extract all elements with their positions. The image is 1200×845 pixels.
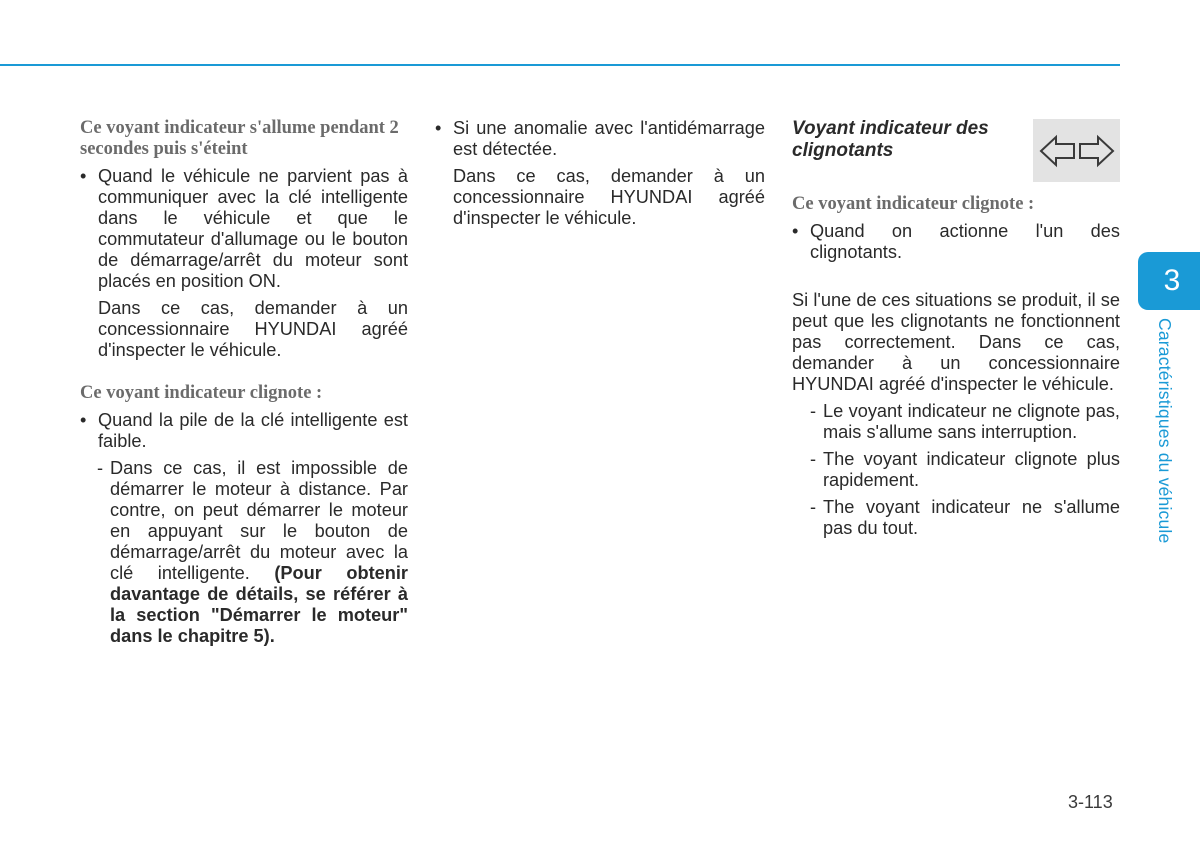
bullet-text: Quand le véhicule ne parvient pas à communiquer avec la clé intelligente dans le véhicule et que le commutateur d'allumage ou le bouton de démarrage/arrêt du moteur sont placés en position ON. xyxy=(98,166,408,291)
heading-blinks: Ce voyant indicateur clignote : xyxy=(80,383,323,403)
dash-mark: - xyxy=(810,497,817,517)
column-right xyxy=(792,118,1120,545)
bullet-immobilizer-fault xyxy=(435,118,765,160)
dash-text: Dans ce cas, il est impossible de démarrer le moteur à distance. Par contre, on peut démarrer le moteur en appuyant sur le bouton de démarrage/arrêt du moteur avec la clé intelligente. xyxy=(110,458,408,583)
dash-mark: - xyxy=(810,449,817,469)
dash-text-bold-reference: (Pour obtenir davantage de détails, se référer à la section "Démarrer le moteur" dans le chapitre 5). xyxy=(110,563,408,646)
bullet-mark: • xyxy=(792,221,799,241)
heading-blinks: Ce voyant indicateur clignote : xyxy=(792,194,1035,214)
column-left xyxy=(80,118,408,653)
situation-paragraph: Si l'une de ces situations se produit, il se peut que les clignotants ne fonctionnent pas correctement. Dans ce cas, demander à un concessionnaire HYUNDAI agréé d'inspecter le véhicule. xyxy=(792,290,1120,394)
bullet-mark: • xyxy=(435,118,442,138)
bullet-text: Quand la pile de la clé intelligente est faible. xyxy=(98,410,408,451)
bullet-text: Si une anomalie avec l'antidémarrage est détectée. xyxy=(453,118,765,159)
column-middle xyxy=(435,118,765,235)
chapter-number: 3 xyxy=(1163,264,1181,297)
heading-lights-two-seconds: Ce voyant indicateur s'allume pendant 2 secondes puis s'éteint xyxy=(80,118,399,159)
bullet-mark: • xyxy=(80,410,87,430)
advice-paragraph: Dans ce cas, demander à un concessionnaire HYUNDAI agréé d'inspecter le véhicule. xyxy=(98,298,408,360)
page-number: 3-113 xyxy=(1068,792,1113,812)
turn-signal-arrows-graphic xyxy=(1039,134,1115,168)
dash-item-no-light xyxy=(792,497,1120,539)
bullet-low-battery xyxy=(80,410,408,452)
dash-item-steady-on xyxy=(792,401,1120,443)
dash-item-fast-blink xyxy=(792,449,1120,491)
dash-text: The voyant indicateur ne s'allume pas du tout. xyxy=(823,497,1120,538)
bullet-mark: • xyxy=(80,166,87,186)
dash-item-remote-start xyxy=(80,458,408,647)
dash-mark: - xyxy=(810,401,817,421)
bullet-no-communication xyxy=(80,166,408,292)
chapter-title-vertical: Caractéristiques du véhicule xyxy=(1155,318,1175,544)
top-rule xyxy=(0,64,1120,66)
bullet-turn-signal-used xyxy=(792,221,1120,263)
section-title-turn-signals: Voyant indicateur des clignotants xyxy=(792,118,989,161)
bullet-text: Quand on actionne l'un des clignotants. xyxy=(810,221,1120,262)
chapter-tab xyxy=(1138,252,1200,310)
advice-paragraph: Dans ce cas, demander à un concessionnaire HYUNDAI agréé d'inspecter le véhicule. xyxy=(453,166,765,228)
dash-text: The voyant indicateur clignote plus rapidement. xyxy=(823,449,1120,490)
dash-text: Le voyant indicateur ne clignote pas, mais s'allume sans interruption. xyxy=(823,401,1120,442)
turn-signal-arrows-icon xyxy=(1033,119,1120,182)
dash-mark: - xyxy=(97,458,104,478)
